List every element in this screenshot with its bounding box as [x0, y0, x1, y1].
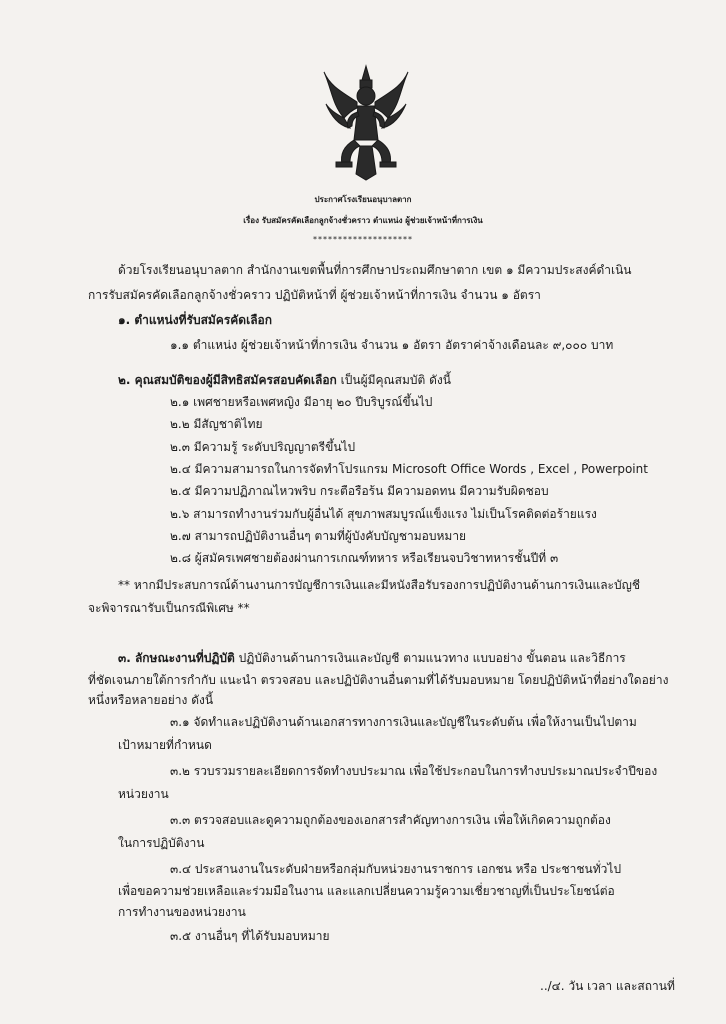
- section-2-heading-suffix: เป็นผู้มีคุณสมบัติ ดังนี้: [336, 373, 451, 387]
- section-3-item-4-cont2: การทำงานของหน่วยงาน: [118, 905, 246, 919]
- section-3-item-1-cont: เป้าหมายที่กำหนด: [118, 738, 212, 752]
- section-3-line-3: หนึ่งหรือหลายอย่าง ดังนี้: [88, 693, 214, 707]
- special-note-line-2: จะพิจารณารับเป็นกรณีพิเศษ **: [88, 601, 250, 615]
- section-2-item: ๒.๘ ผู้สมัครเพศชายต้องผ่านการเกณฑ์ทหาร หรือเรียนจบวิชาทหารชั้นปีที่ ๓: [170, 551, 559, 565]
- section-3-item-1: ๓.๑ จัดทำและปฏิบัติงานด้านเอกสารทางการเงินและบัญชีในระดับต้น เพื่อให้งานเป็นไปตาม: [170, 715, 637, 729]
- special-note-line-1: ** หากมีประสบการณ์ด้านงานการบัญชีการเงินและมีหนังสือรับรองการปฏิบัติงานด้านการเงินและบัญชี: [118, 578, 640, 592]
- announcement-subject: เรื่อง รับสมัครคัดเลือกลูกจ้างชั่วคราว ตำแหน่ง ผู้ช่วยเจ้าหน้าที่การเงิน: [243, 216, 483, 225]
- section-3-heading: ๓. ลักษณะงานที่ปฏิบัติ: [118, 651, 235, 665]
- section-2-item: ๒.๒ มีสัญชาติไทย: [170, 417, 263, 431]
- garuda-emblem-icon: [322, 62, 410, 182]
- section-2-item: ๒.๓ มีความรู้ ระดับปริญญาตรีขึ้นไป: [170, 440, 356, 454]
- section-2-item: ๒.๔ มีความสามารถในการจัดทำโปรแกรม Microsoft Office Words , Excel , Powerpoint: [170, 462, 648, 476]
- section-2-item: ๒.๑ เพศชายหรือเพศหญิง มีอายุ ๒๐ ปีบริบูรณ์ขึ้นไป: [170, 395, 433, 409]
- section-3-item-2: ๓.๒ รวบรวมรายละเอียดการจัดทำงบประมาณ เพื่อใช้ประกอบในการทำงบประมาณประจำปีของ: [170, 764, 658, 778]
- section-1-item: ๑.๑ ตำแหน่ง ผู้ช่วยเจ้าหน้าที่การเงิน จำนวน ๑ อัตรา อัตราค่าจ้างเดือนละ ๙,๐๐๐ บาท: [170, 338, 614, 352]
- continuation-note: ../๔. วัน เวลา และสถานที่: [540, 979, 675, 993]
- section-1-heading: ๑. ตำแหน่งที่รับสมัครคัดเลือก: [118, 313, 273, 327]
- intro-line-2: การรับสมัครคัดเลือกลูกจ้างชั่วคราว ปฏิบัติหน้าที่ ผู้ช่วยเจ้าหน้าที่การเงิน จำนวน ๑ อัตรา: [88, 288, 541, 302]
- section-2-heading-line: [118, 372, 451, 388]
- section-3-item-3-cont: ในการปฏิบัติงาน: [118, 836, 205, 850]
- section-2-item: ๒.๗ สามารถปฏิบัติงานอื่นๆ ตามที่ผู้บังคับบัญชามอบหมาย: [170, 529, 467, 543]
- section-3-line-1: ปฏิบัติงานด้านการเงินและบัญชี ตามแนวทาง แบบอย่าง ขั้นตอน และวิธีการ: [234, 651, 626, 665]
- section-3-item-4-cont: เพื่อขอความช่วยเหลือและร่วมมือในงาน และแลกเปลี่ยนความรู้ความเชี่ยวชาญที่เป็นประโยชน์ต่อ: [118, 884, 615, 898]
- section-3-item-2-cont: หน่วยงาน: [118, 787, 169, 801]
- announcement-title: ประกาศโรงเรียนอนุบาลตาก: [314, 195, 412, 204]
- section-3-item-3: ๓.๓ ตรวจสอบและดูความถูกต้องของเอกสารสำคัญทางการเงิน เพื่อให้เกิดความถูกต้อง: [170, 813, 611, 827]
- intro-line-1: ด้วยโรงเรียนอนุบาลตาก สำนักงานเขตพื้นที่การศึกษาประถมศึกษาตาก เขต ๑ มีความประสงค์ดำเนิน: [118, 263, 632, 277]
- section-2-item: ๒.๖ สามารถทำงานร่วมกับผู้อื่นได้ สุขภาพสมบูรณ์แข็งแรง ไม่เป็นโรคติดต่อร้ายแรง: [170, 507, 597, 521]
- separator-stars: ********************: [313, 235, 413, 244]
- section-2-heading: ๒. คุณสมบัติของผู้มีสิทธิสมัครสอบคัดเลือก: [118, 373, 337, 387]
- section-2-item: ๒.๕ มีความปฏิภาณไหวพริบ กระตือรือร้น มีความอดทน มีความรับผิดชอบ: [170, 484, 549, 498]
- section-3-heading-line: [118, 650, 626, 666]
- section-3-line-2: ที่ชัดเจนภายใต้การกำกับ แนะนำ ตรวจสอบ และปฏิบัติงานอื่นตามที่ได้รับมอบหมาย โดยปฏิบัติหน้าที่อย่างใดอย่าง: [88, 673, 669, 687]
- section-3-item-5: ๓.๕ งานอื่นๆ ที่ได้รับมอบหมาย: [170, 929, 330, 943]
- section-3-item-4: ๓.๔ ประสานงานในระดับฝ่ายหรือกลุ่มกับหน่วยงานราชการ เอกชน หรือ ประชาชนทั่วไป: [170, 862, 622, 876]
